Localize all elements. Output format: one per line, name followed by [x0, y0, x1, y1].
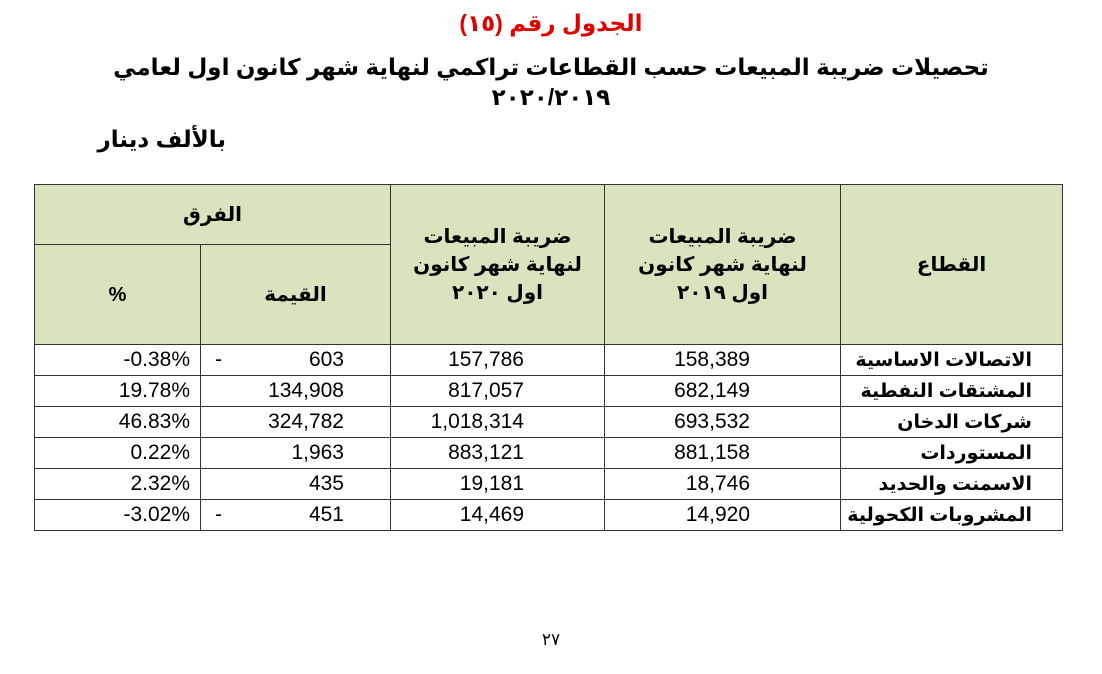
- sales-tax-table: [34, 184, 1063, 531]
- cell-sector: المستوردات: [841, 438, 1063, 469]
- table-row: [35, 407, 1063, 438]
- cell-tax-2020: 883,121: [391, 438, 605, 469]
- cell-diff-value: [201, 469, 391, 500]
- cell-sector: شركات الدخان: [841, 407, 1063, 438]
- diff-sign: -: [215, 503, 222, 526]
- cell-diff-percent: -0.38%: [35, 345, 201, 376]
- cell-sector: الاتصالات الاساسية: [841, 345, 1063, 376]
- title-line-2: ٢٠٢٠/٢٠١٩: [491, 84, 611, 110]
- cell-tax-2019: 682,149: [605, 376, 841, 407]
- cell-tax-2019: 881,158: [605, 438, 841, 469]
- header-tax-2020: ضريبة المبيعات لنهاية شهر كانون اول ٢٠٢٠: [391, 185, 605, 345]
- header-value: القيمة: [201, 245, 391, 345]
- unit-label: بالألف دينار: [97, 126, 226, 152]
- cell-diff-value: [201, 345, 391, 376]
- cell-diff-percent: 46.83%: [35, 407, 201, 438]
- table-number: الجدول رقم (١٥): [459, 10, 643, 36]
- header-difference: الفرق: [35, 185, 391, 245]
- cell-diff-value: [201, 438, 391, 469]
- cell-tax-2019: 693,532: [605, 407, 841, 438]
- cell-tax-2020: 14,469: [391, 500, 605, 531]
- cell-diff-percent: 19.78%: [35, 376, 201, 407]
- table-title: [0, 52, 1102, 112]
- header-sector: القطاع: [841, 185, 1063, 345]
- cell-diff-value: [201, 407, 391, 438]
- diff-value: 1,963: [291, 441, 344, 464]
- cell-sector: المشتقات النفطية: [841, 376, 1063, 407]
- cell-tax-2019: 18,746: [605, 469, 841, 500]
- table-row: [35, 376, 1063, 407]
- table-row: [35, 469, 1063, 500]
- table-row: [35, 345, 1063, 376]
- diff-value: 324,782: [268, 410, 344, 433]
- cell-tax-2019: 158,389: [605, 345, 841, 376]
- page-number: ٢٧: [541, 630, 561, 649]
- cell-diff-percent: 0.22%: [35, 438, 201, 469]
- header-percent: %: [35, 245, 201, 345]
- header-tax-2019: ضريبة المبيعات لنهاية شهر كانون اول ٢٠١٩: [605, 185, 841, 345]
- cell-tax-2020: 1,018,314: [391, 407, 605, 438]
- cell-sector: المشروبات الكحولية: [841, 500, 1063, 531]
- diff-value: 435: [308, 472, 344, 495]
- table-row: [35, 438, 1063, 469]
- diff-value: 134,908: [268, 379, 344, 402]
- diff-value: 451: [308, 503, 344, 526]
- cell-diff-percent: 2.32%: [35, 469, 201, 500]
- cell-tax-2020: 817,057: [391, 376, 605, 407]
- cell-diff-value: [201, 500, 391, 531]
- title-line-1: تحصيلات ضريبة المبيعات حسب القطاعات تراكمي لنهاية شهر كانون اول لعامي: [113, 54, 989, 80]
- cell-sector: الاسمنت والحديد: [841, 469, 1063, 500]
- cell-tax-2020: 19,181: [391, 469, 605, 500]
- diff-sign: -: [215, 348, 222, 371]
- cell-diff-value: [201, 376, 391, 407]
- cell-tax-2020: 157,786: [391, 345, 605, 376]
- diff-value: 603: [308, 348, 344, 371]
- table-body: [35, 345, 1063, 531]
- cell-tax-2019: 14,920: [605, 500, 841, 531]
- cell-diff-percent: -3.02%: [35, 500, 201, 531]
- table-row: [35, 500, 1063, 531]
